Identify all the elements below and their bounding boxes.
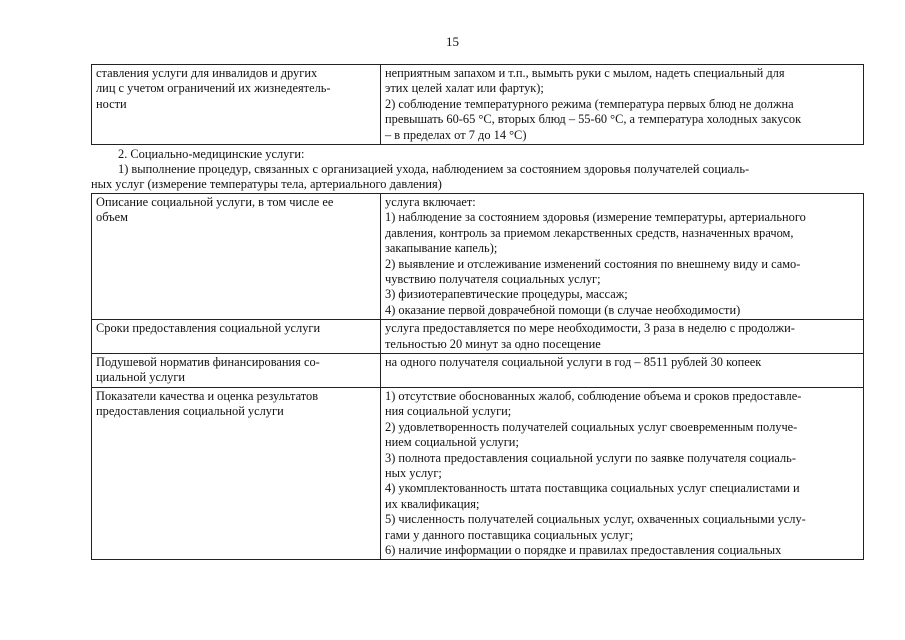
cell-line: 3) физиотерапевтические процедуры, массаж;: [385, 287, 628, 302]
cell-line: нием социальной услуги;: [385, 435, 519, 450]
cell-line: на одного получателя социальной услуги в год – 8511 рублей 30 копеек: [385, 355, 762, 370]
cell-line: ставления услуги для инвалидов и других: [96, 66, 318, 80]
section-heading: 2. Социально-медицинские услуги:: [118, 147, 305, 161]
table-row-terms: [92, 320, 864, 354]
cell-line: закапывание капель);: [385, 241, 498, 256]
table-cell-right: [381, 387, 864, 559]
cell-line: давления, контроль за приемом лекарственных средств, назначенных врачом,: [385, 225, 794, 240]
cell-line: Показатели качества и оценка результатов: [96, 388, 319, 403]
cell-line: 6) наличие информации о порядке и правилах предоставления социальных: [385, 542, 782, 557]
table-cell-left: [92, 387, 381, 559]
cell-line: – в пределах от 7 до 14 °С): [385, 127, 527, 142]
cell-line: Описание социальной услуги, в том числе ее: [96, 195, 334, 209]
cell-line: 4) оказание первой доврачебной помощи (в случае необходимости): [385, 302, 741, 317]
intro-line: ных услуг (измерение температуры тела, артериального давления): [91, 177, 442, 192]
table-cell-left: [92, 354, 381, 388]
cell-line: 3) полнота предоставления социальной услуги по заявке получателя социаль-: [385, 450, 796, 465]
page-number: 15: [446, 34, 459, 49]
cell-line: лиц с учетом ограничений их жизнедеятель-: [96, 81, 331, 96]
cell-line: 1) наблюдение за состоянием здоровья (измерение температуры, артериального: [385, 210, 806, 225]
cell-line: 2) удовлетворенность получателей социальных услуг своевременным получе-: [385, 419, 798, 434]
table-row-financing: [92, 354, 864, 388]
table-cell-left: [92, 194, 381, 320]
cell-line: объем: [96, 210, 128, 225]
cell-line: 4) укомплектованность штата поставщика социальных услуг специалистами и: [385, 481, 800, 496]
table-cell-right: [381, 320, 864, 354]
section-intro: [91, 162, 864, 193]
top-table: [91, 64, 864, 145]
cell-line: услуга предоставляется по мере необходимости, 3 раза в неделю с продолжи-: [385, 321, 795, 336]
cell-line: 2) выявление и отслеживание изменений состояния по внешнему виду и само-: [385, 256, 801, 271]
cell-line: этих целей халат или фартук);: [385, 81, 544, 96]
cell-line: Сроки предоставления социальной услуги: [96, 321, 321, 336]
cell-line: услуга включает:: [385, 195, 476, 209]
cell-line: превышать 60-65 °С, вторых блюд – 55-60 °С, а температура холодных закусок: [385, 112, 802, 127]
cell-line: 1) отсутствие обоснованных жалоб, соблюдение объема и сроков предоставле-: [385, 388, 802, 403]
table-cell-left: [92, 65, 381, 145]
table-cell-left: [92, 320, 381, 354]
cell-line: чувствию получателя социальных услуг;: [385, 272, 601, 287]
table-cell-right: [381, 65, 864, 145]
cell-line: ния социальной услуги;: [385, 404, 512, 419]
table-row: [92, 65, 864, 145]
cell-line: 2) соблюдение температурного режима (температура первых блюд не должна: [385, 96, 794, 111]
cell-line: гами у данного поставщика социальных услуг;: [385, 527, 634, 542]
table-cell-right: [381, 354, 864, 388]
cell-line: их квалификация;: [385, 496, 480, 511]
intro-line: 1) выполнение процедур, связанных с организацией ухода, наблюдением за состоянием здоровья получателей социаль-: [118, 162, 750, 176]
table-row-description: [92, 194, 864, 320]
table-cell-right: [381, 194, 864, 320]
cell-line: циальной услуги: [96, 370, 186, 385]
cell-line: Подушевой норматив финансирования со-: [96, 355, 320, 370]
cell-line: ных услуг;: [385, 465, 442, 480]
cell-line: неприятным запахом и т.п., вымыть руки с мылом, надеть специальный для: [385, 66, 785, 80]
table-row-quality: [92, 387, 864, 559]
cell-line: предоставления социальной услуги: [96, 404, 284, 419]
cell-line: 5) численность получателей социальных услуг, охваченных социальными услу-: [385, 512, 806, 527]
cell-line: тельностью 20 минут за одно посещение: [385, 336, 601, 351]
service-table: [91, 193, 864, 560]
cell-line: ности: [96, 96, 127, 111]
